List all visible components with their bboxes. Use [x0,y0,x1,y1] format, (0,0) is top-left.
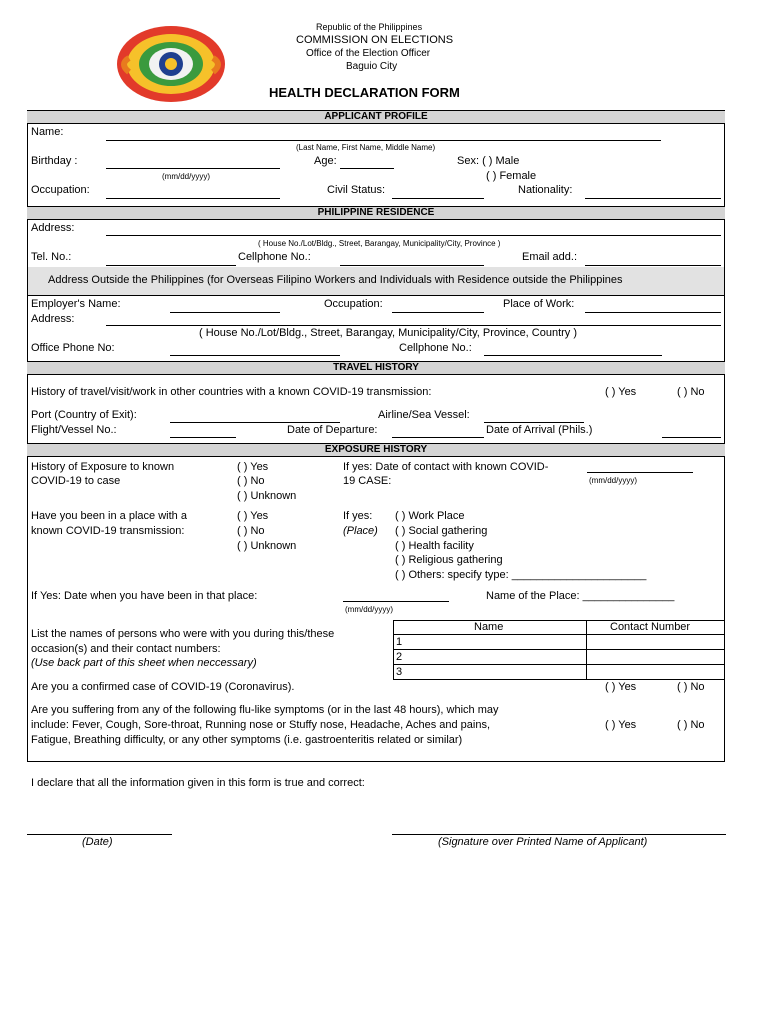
port-label: Port (Country of Exit): [31,409,137,421]
abroad-occupation-field[interactable] [392,300,484,313]
occupation-field[interactable] [106,186,280,199]
exposure-q1-line2: COVID-19 to case [31,475,121,487]
place-of-work-label: Place of Work: [503,298,575,310]
table-row[interactable]: 2 [396,651,403,663]
travel-no-option[interactable]: ( ) No [677,386,705,398]
tel-label: Tel. No.: [31,251,72,263]
persons-line1: List the names of persons who were with you during this/these [31,628,335,640]
occupation-label: Occupation: [31,184,90,196]
exposure-q2-no[interactable]: ( ) No [237,525,265,537]
date-label: (Date) [82,836,113,848]
departure-field[interactable] [392,425,484,438]
republic-text: Republic of the Philippines [316,22,423,32]
employer-label: Employer's Name: [31,298,121,310]
abroad-divider [27,295,725,296]
city-text: Baguio City [346,61,398,72]
name-hint: (Last Name, First Name, Middle Name) [296,143,436,152]
nationality-label: Nationality: [518,184,573,196]
abroad-address-field[interactable] [106,313,721,326]
abroad-heading: Address Outside the Philippines (for Overseas Filipino Workers and Individuals with Residence outside the Philippines [48,274,623,286]
exposure-q1-ifyes-line2: 19 CASE: [343,475,392,487]
abroad-address-hint: ( House No./Lot/Bldg., Street, Barangay, Municipality/City, Province, Country ) [199,327,578,339]
date-place-hint: (mm/dd/yyyy) [345,605,393,614]
date-signature-field[interactable] [27,822,172,835]
exposure-q2-line2: known COVID-19 transmission: [31,525,185,537]
exposure-q1-line1: History of Exposure to known [31,461,175,473]
name-label: Name: [31,126,64,138]
exposure-q2-place: (Place) [343,525,378,537]
email-field[interactable] [585,253,721,266]
office-phone-field[interactable] [170,343,340,356]
comelec-care-center-logo [115,24,227,104]
section-travel-history: TRAVEL HISTORY [27,361,725,375]
section-philippine-residence: PHILIPPINE RESIDENCE [27,206,725,220]
signature-label: (Signature over Printed Name of Applicant) [438,836,648,848]
email-label: Email add.: [522,251,578,263]
exposure-contact-date-field[interactable] [587,460,693,473]
declaration-statement: I declare that all the information given in this form is true and correct: [31,777,365,789]
symptoms-line3: Fatigue, Breathing difficulty, or any other symptoms (i.e. gastroenteritis related or similar) [31,734,463,746]
date-place-label: If Yes: Date when you have been in that place: [31,590,258,602]
nationality-field[interactable] [585,186,721,199]
place-option-health[interactable]: ( ) Health facility [395,540,474,552]
sex-male-option[interactable]: Sex: ( ) Male [457,155,520,167]
airline-field[interactable] [484,410,584,423]
commission-text: COMMISSION ON ELECTIONS [296,34,454,46]
flight-field[interactable] [170,425,236,438]
confirmed-no-option[interactable]: ( ) No [677,681,705,693]
symptoms-yes-option[interactable]: ( ) Yes [605,719,637,731]
arrival-field[interactable] [662,425,721,438]
place-option-religious[interactable]: ( ) Religious gathering [395,554,503,566]
exposure-q1-unknown[interactable]: ( ) Unknown [237,490,297,502]
place-of-work-field[interactable] [585,300,721,313]
section-exposure-history: EXPOSURE HISTORY [27,443,725,457]
exposure-q2-line1: Have you been in a place with a [31,510,187,522]
table-header-contact: Contact Number [610,621,691,633]
address-field[interactable] [106,223,721,236]
airline-label: Airline/Sea Vessel: [378,409,470,421]
abroad-occupation-label: Occupation: [324,298,383,310]
cellphone-label: Cellphone No.: [238,251,311,263]
confirmed-yes-option[interactable]: ( ) Yes [605,681,637,693]
date-place-field[interactable] [343,589,449,602]
travel-question: History of travel/visit/work in other countries with a known COVID-19 transmission: [31,386,432,398]
form-border-bottom [27,761,725,762]
table-header-name: Name [474,621,504,633]
abroad-address-label: Address: [31,313,75,325]
section-applicant-profile: APPLICANT PROFILE [27,110,725,124]
table-row[interactable]: 3 [396,666,403,678]
age-label: Age: [314,155,337,167]
departure-label: Date of Departure: [287,424,378,436]
name-field[interactable] [106,128,661,141]
symptoms-no-option[interactable]: ( ) No [677,719,705,731]
symptoms-line1: Are you suffering from any of the following flu-like symptoms (or in the last 48 hours), which may [31,704,499,716]
exposure-q1-no[interactable]: ( ) No [237,475,265,487]
port-field[interactable] [170,410,340,423]
exposure-q1-ifyes-line1: If yes: Date of contact with known COVID- [343,461,549,473]
persons-line2: occasion(s) and their contact numbers: [31,643,221,655]
persons-line3: (Use back part of this sheet when neccessary) [31,657,257,669]
birthday-hint: (mm/dd/yyyy) [162,172,210,181]
exposure-q2-ifyes: If yes: [343,510,373,522]
arrival-label: Date of Arrival (Phils.) [486,424,593,436]
form-title: HEALTH DECLARATION FORM [269,85,460,100]
exposure-q1-yes[interactable]: ( ) Yes [237,461,269,473]
cellphone-field[interactable] [340,253,484,266]
exposure-q2-unknown[interactable]: ( ) Unknown [237,540,297,552]
place-option-work[interactable]: ( ) Work Place [395,510,465,522]
abroad-cellphone-label: Cellphone No.: [399,342,472,354]
table-row[interactable]: 1 [396,636,403,648]
exposure-contact-date-hint: (mm/dd/yyyy) [589,476,637,485]
sex-female-option[interactable]: ( ) Female [486,170,537,182]
address-label: Address: [31,222,75,234]
office-phone-label: Office Phone No: [31,342,115,354]
flight-label: Flight/Vessel No.: [31,424,117,436]
address-hint: ( House No./Lot/Bldg., Street, Barangay, Municipality/City, Province ) [258,239,501,248]
place-option-others[interactable]: ( ) Others: specify type: ______________________ [395,569,647,581]
birthday-field[interactable] [106,156,280,169]
age-field[interactable] [340,156,394,169]
employer-field[interactable] [170,300,280,313]
confirmed-case-question: Are you a confirmed case of COVID-19 (Coronavirus). [31,681,295,693]
abroad-cellphone-field[interactable] [484,343,662,356]
exposure-q2-yes[interactable]: ( ) Yes [237,510,269,522]
symptoms-line2: include: Fever, Cough, Sore-throat, Running nose or Stuffy nose, Headache, Aches and pains, [31,719,491,731]
place-name-label[interactable]: Name of the Place: _______________ [486,590,675,602]
civil-status-field[interactable] [392,186,484,199]
signature-field[interactable] [392,822,726,835]
birthday-label: Birthday : [31,155,78,167]
office-text: Office of the Election Officer [306,48,431,59]
place-option-social[interactable]: ( ) Social gathering [395,525,488,537]
tel-field[interactable] [106,253,236,266]
civil-status-label: Civil Status: [327,184,386,196]
travel-yes-option[interactable]: ( ) Yes [605,386,637,398]
